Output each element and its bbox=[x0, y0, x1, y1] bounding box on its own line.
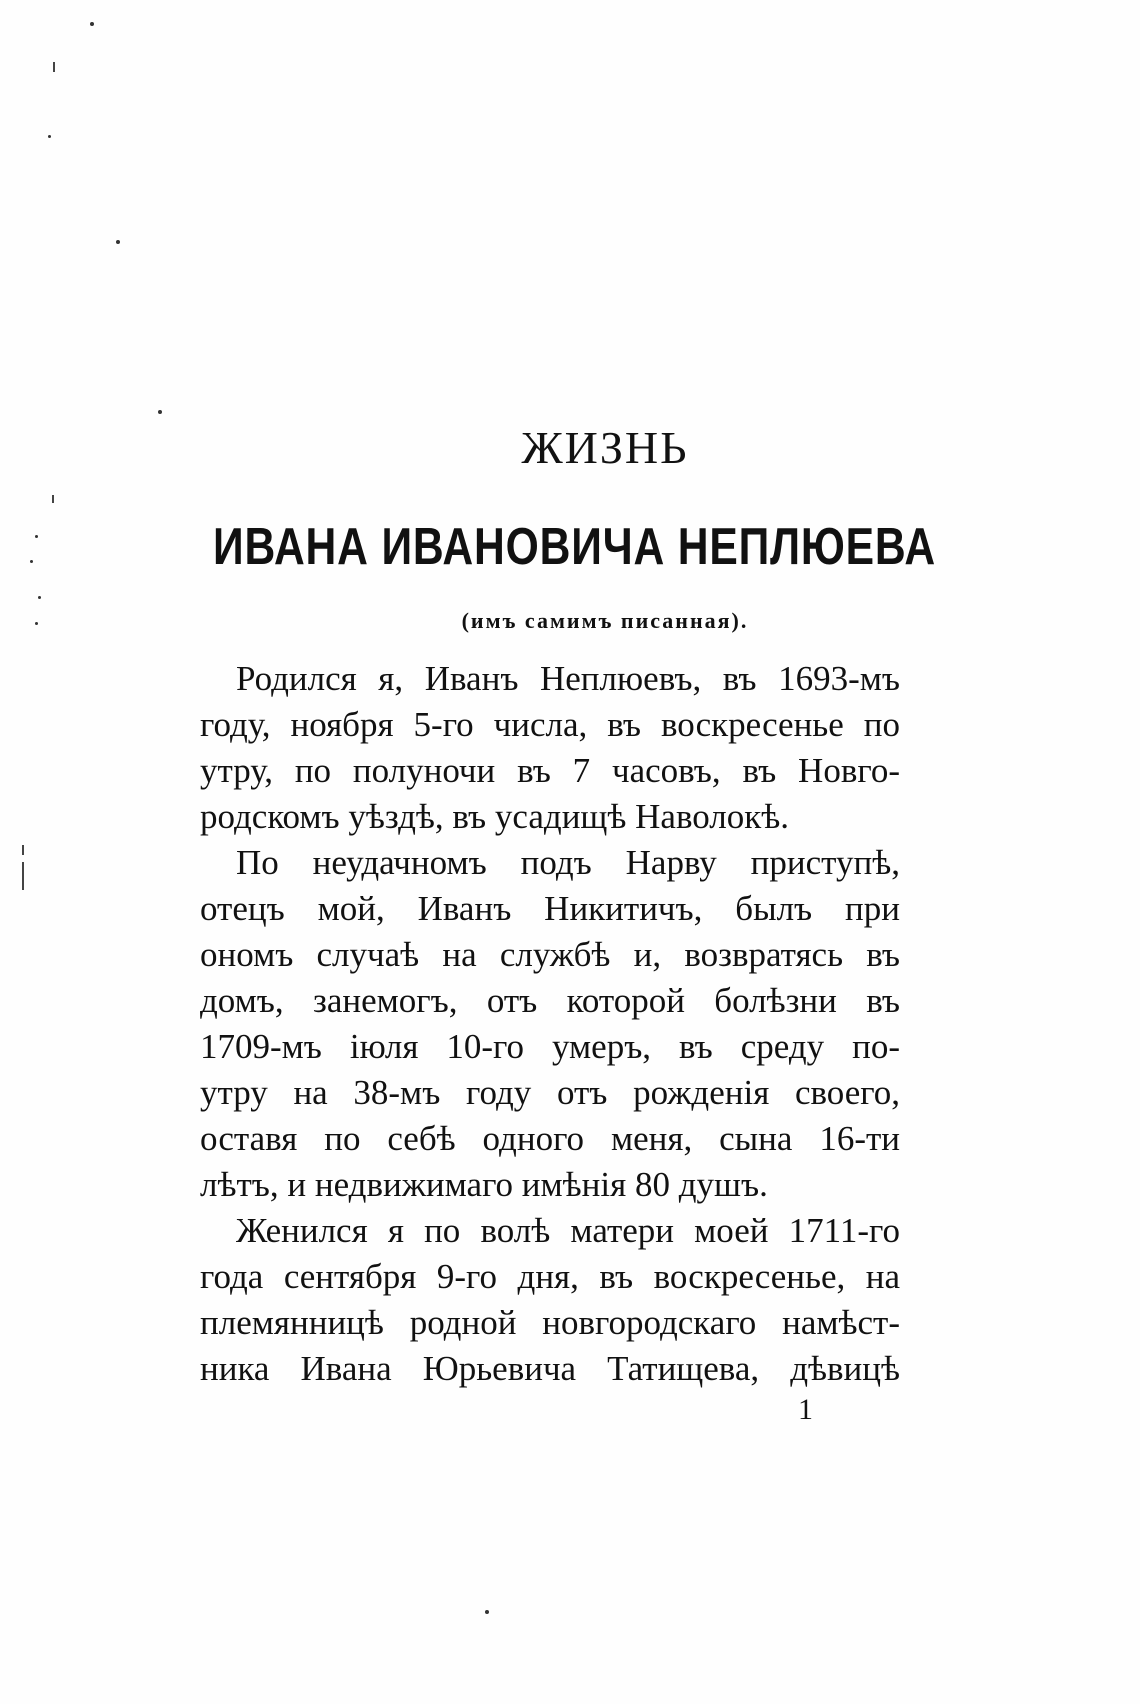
scan-speck bbox=[158, 410, 162, 414]
scan-speck bbox=[53, 62, 55, 72]
text-line: отецъ мой, Иванъ Никитичъ, былъ при bbox=[200, 889, 900, 928]
text-line: По неудачномъ подъ Нарву приступѣ, bbox=[236, 843, 900, 882]
scan-speck bbox=[90, 22, 94, 26]
text-line: лѣтъ, и недвижимаго имѣнія 80 душъ. bbox=[200, 1165, 768, 1204]
text-line: ника Ивана Юрьевича Татищева, дѣвицѣ bbox=[200, 1349, 900, 1388]
body-text bbox=[200, 656, 900, 1392]
text-line: утру на 38-мъ году отъ рожденія своего, bbox=[200, 1073, 900, 1112]
scan-speck bbox=[22, 862, 24, 890]
scan-speck bbox=[52, 495, 54, 503]
scan-speck bbox=[116, 240, 120, 244]
scan-speck bbox=[38, 596, 41, 599]
text-line: оставя по себѣ одного меня, сына 16-ти bbox=[200, 1119, 900, 1158]
subject-name: ИВАНА ИВАНОВИЧА НЕПЛЮЕВА bbox=[212, 518, 937, 576]
scan-speck bbox=[35, 535, 38, 538]
text-line: 1709-мъ іюля 10-го умеръ, въ среду по- bbox=[200, 1027, 900, 1066]
text-line: Родился я, Иванъ Неплюевъ, въ 1693-мъ bbox=[236, 659, 900, 698]
scan-speck bbox=[30, 560, 33, 563]
text-line: году, ноября 5-го числа, въ воскресенье по bbox=[200, 705, 900, 744]
text-line: ономъ случаѣ на службѣ и, возвратясь въ bbox=[200, 935, 900, 974]
text-line: родскомъ уѣздѣ, въ усадищѣ Наволокѣ. bbox=[200, 797, 790, 836]
scan-speck bbox=[48, 135, 51, 138]
text-line: Женился я по волѣ матери моей 1711-го bbox=[236, 1211, 900, 1250]
scan-speck bbox=[22, 845, 24, 855]
text-line: домъ, занемогъ, отъ которой болѣзни въ bbox=[200, 981, 900, 1020]
title: ЖИЗНЬ bbox=[521, 422, 689, 473]
text-line: года сентября 9-го дня, въ воскресенье, на bbox=[200, 1257, 900, 1296]
text-line: утру, по полуночи въ 7 часовъ, въ Новго- bbox=[200, 751, 900, 790]
page-number: 1 bbox=[798, 1393, 813, 1426]
text-line: племянницѣ родной новгородскаго намѣст- bbox=[200, 1303, 900, 1342]
subtitle: (имъ самимъ писанная). bbox=[461, 608, 749, 633]
scan-speck bbox=[485, 1610, 489, 1614]
